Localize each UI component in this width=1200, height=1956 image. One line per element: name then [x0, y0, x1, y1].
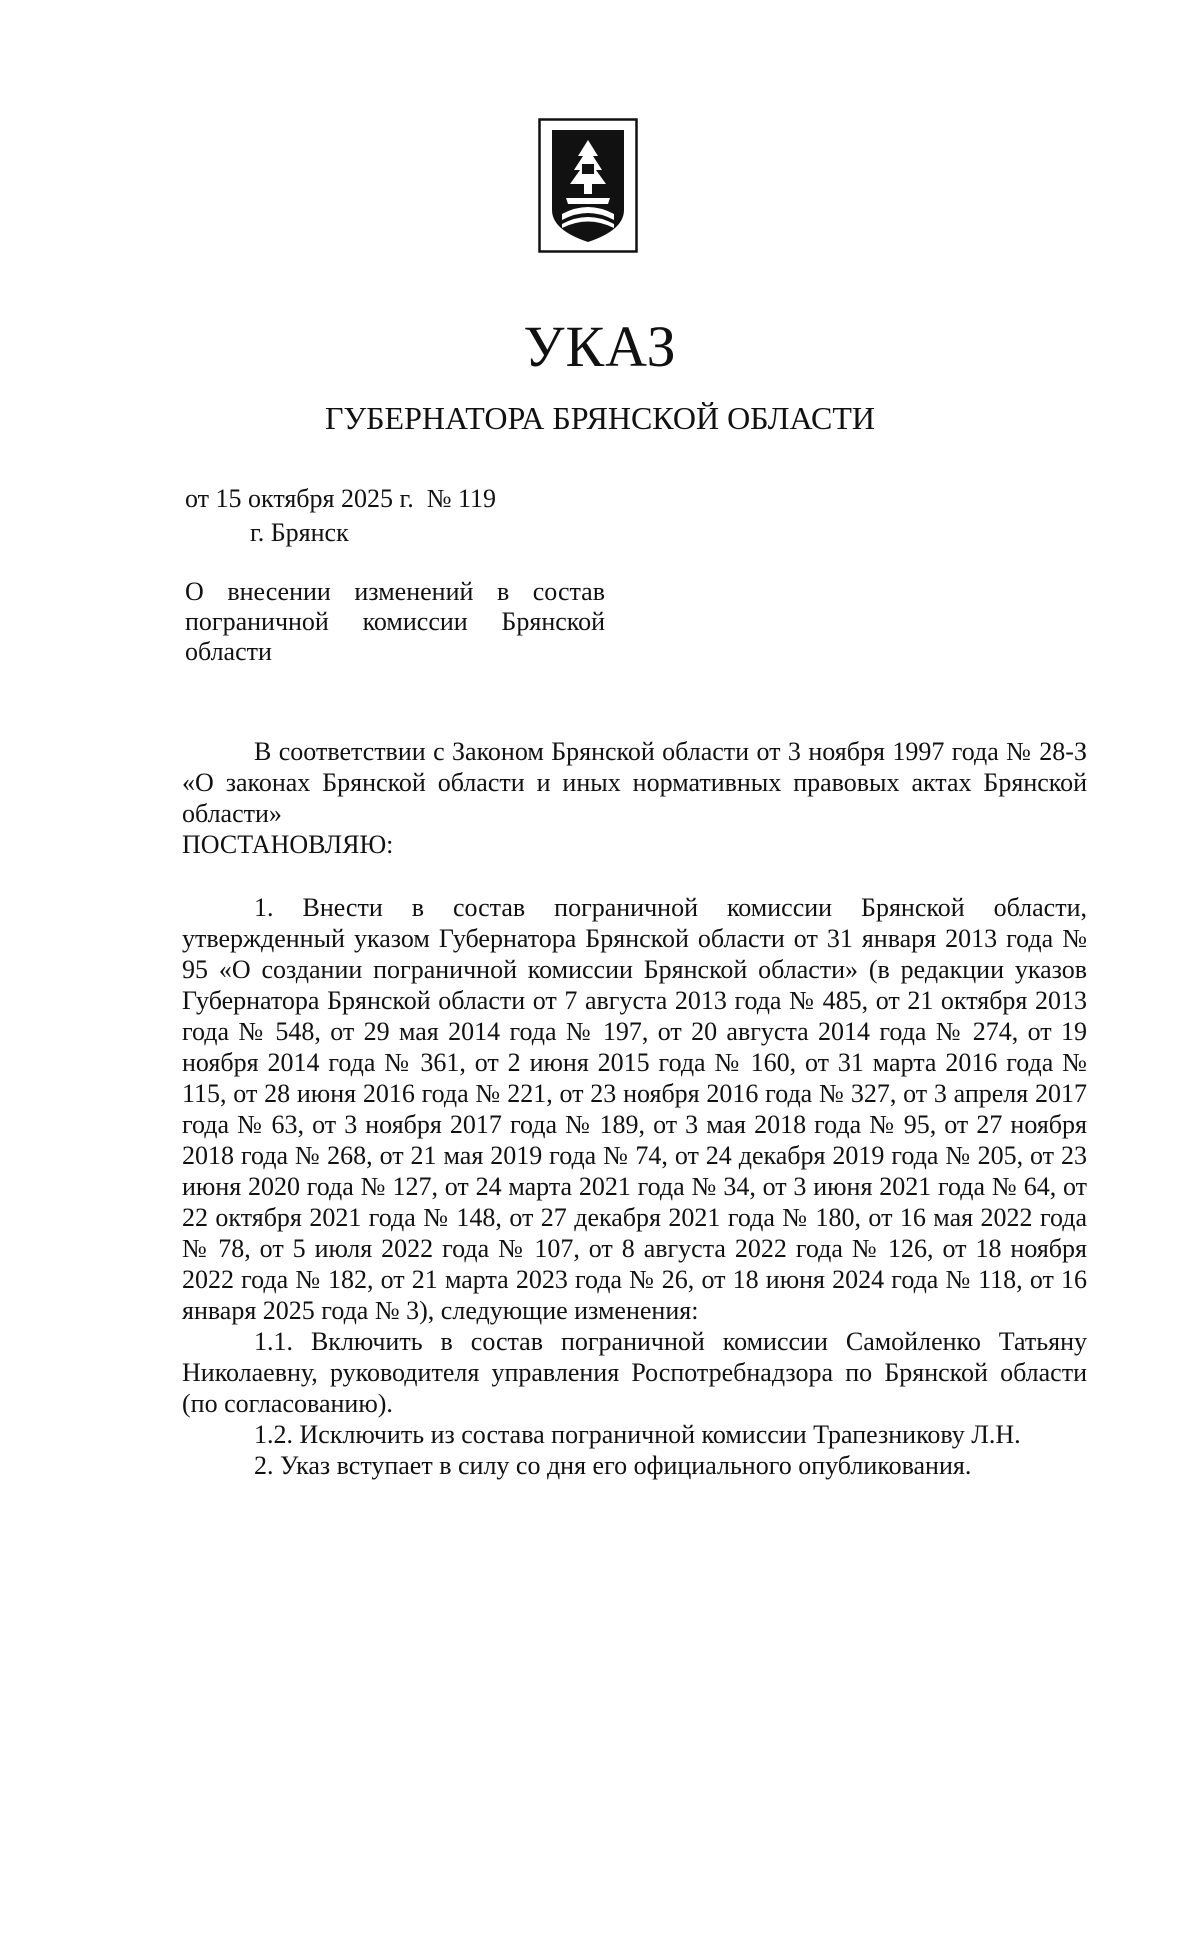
- item-1-2-paragraph: 1.2. Исключить из состава пограничной комиссии Трапезникову Л.Н.: [254, 1420, 1021, 1449]
- bryansk-oblast-coat-of-arms-icon: [538, 118, 638, 253]
- document-title: УКАЗ: [523, 314, 677, 379]
- document-body: [182, 736, 1087, 1481]
- city: г. Брянск: [250, 518, 349, 547]
- date-prefix: от: [185, 484, 216, 513]
- document-subtitle: ГУБЕРНАТОРА БРЯНСКОЙ ОБЛАСТИ: [325, 400, 875, 436]
- subject-line: области: [185, 637, 272, 666]
- subject-line: пограничной комиссии Брянской: [185, 607, 605, 636]
- item-2-paragraph: 2. Указ вступает в силу со дня его официального опубликования.: [254, 1451, 972, 1480]
- decree-word: ПОСТАНОВЛЯЮ:: [182, 830, 394, 859]
- item-1-paragraph: 1. Внести в состав пограничной комиссии Брянской области, утвержденный указом Губернатора Брянской области от 31 января 2013 года № 95 «О создании пограничной комиссии Брянской области» (в редакции указов Губернатора Брянской области от 7 августа 2013 года № 485, от 21 октября 2013 года № 548, от 29 мая 2014 года № 197, от 20 августа 2014 года № 274, от 19 ноября 2014 года № 361, от 2 июня 2015 года № 160, от 31 марта 2016 года № 115, от 28 июня 2016 года № 221, от 23 ноября 2016 года № 327, от 3 апреля 2017 года № 63, от 3 ноября 2017 года № 189, от 3 мая 2018 года № 95, от 27 ноября 2018 года № 268, от 21 мая 2019 года № 74, от 24 декабря 2019 года № 205, от 23 июня 2020 года № 127, от 24 марта 2021 года № 34, от 3 июня 2021 года № 64, от 22 октября 2021 года № 148, от 27 декабря 2021 года № 180, от 16 мая 2022 года № 78, от 5 июля 2022 года № 107, от 8 августа 2022 года № 126, от 18 ноября 2022 года № 182, от 21 марта 2023 года № 26, от 18 июня 2024 года № 118, от 16 января 2025 года № 3), следующие изменения:: [182, 893, 1087, 1325]
- decree-number: № 119: [426, 484, 497, 513]
- decree-date: 15 октября 2025 г.: [215, 484, 414, 513]
- date-line: [185, 486, 496, 512]
- subject-line: О внесении изменений в состав: [185, 577, 605, 606]
- item-1-1-paragraph: 1.1. Включить в состав пограничной комиссии Самойленко Татьяну Николаевну, руководителя управления Роспотребнадзора по Брянской области (по согласованию).: [182, 1327, 1087, 1418]
- preamble-paragraph: В соответствии с Законом Брянской области от 3 ноября 1997 года № 28-З «О законах Брянской области и иных нормативных правовых актах Брянской области»: [182, 737, 1087, 828]
- subject-block: [185, 577, 605, 667]
